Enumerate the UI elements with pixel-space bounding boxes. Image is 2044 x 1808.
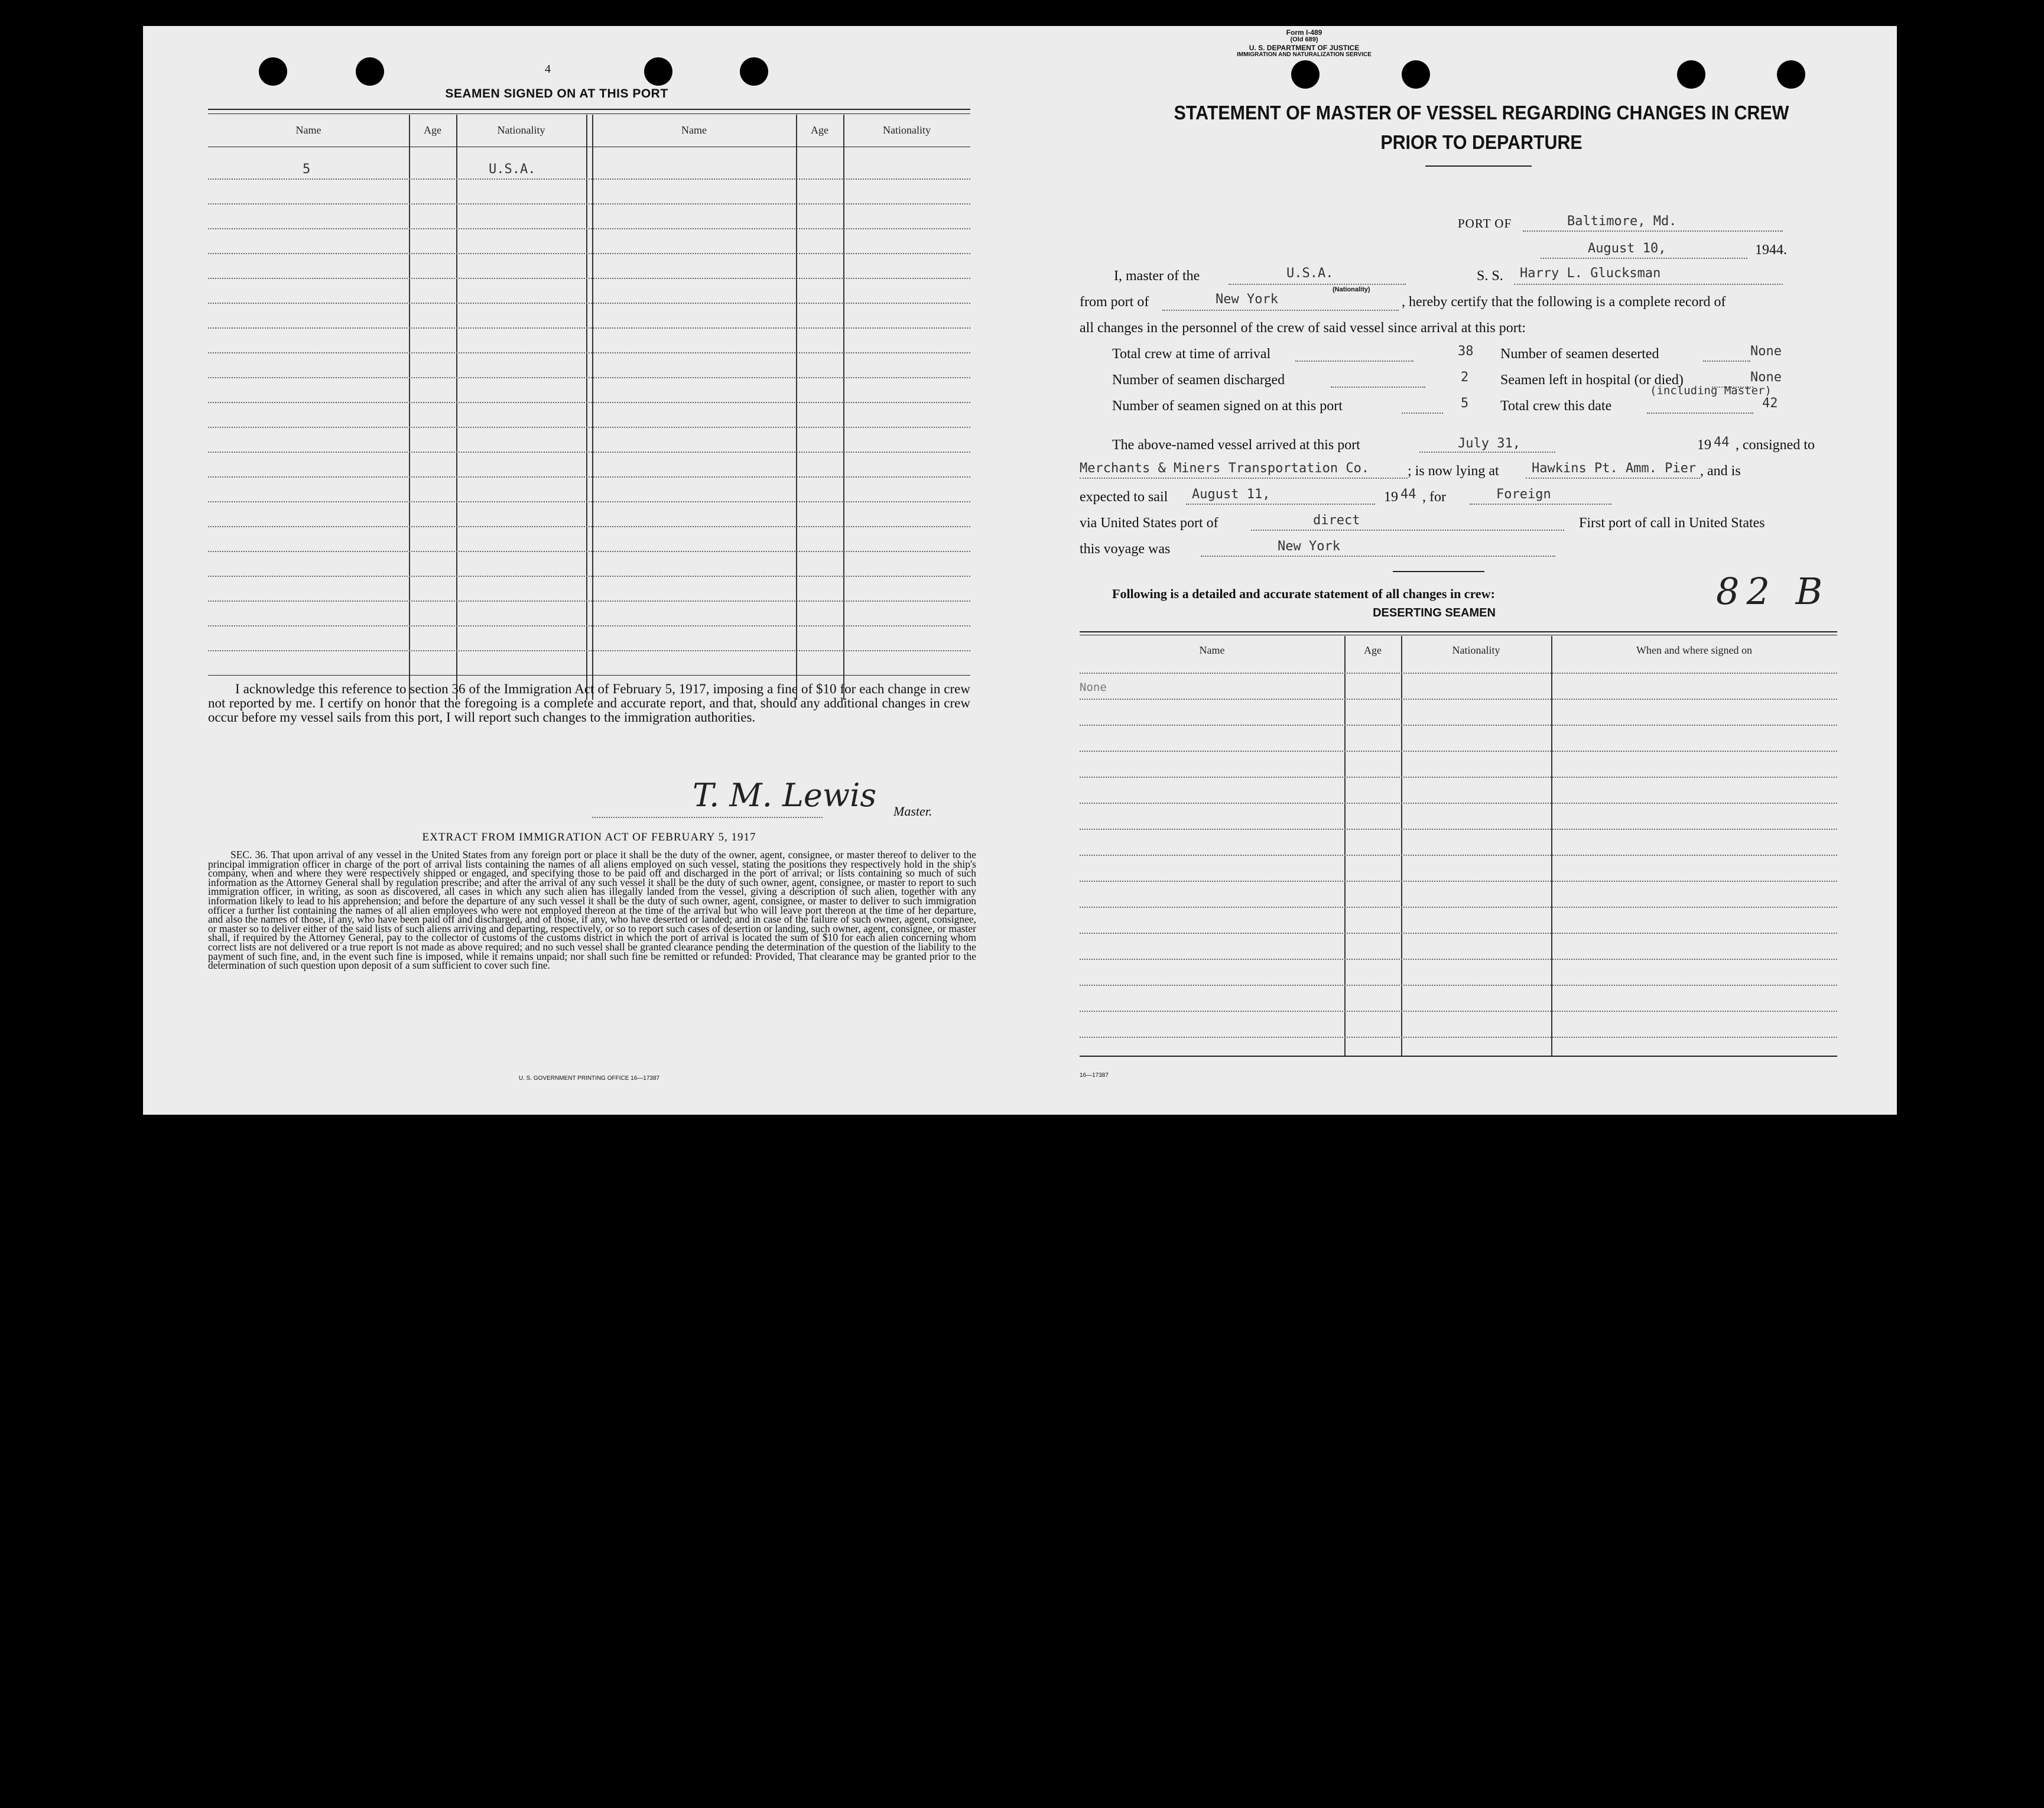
left-page	[208, 26, 1112, 1115]
voyage-dots	[1201, 556, 1555, 557]
master-label: Master.	[893, 804, 932, 819]
des-col-header-nationality: Nationality	[1452, 644, 1500, 656]
table-row-line	[1080, 1011, 1837, 1012]
date-dots	[1541, 258, 1747, 259]
table-row-line	[1080, 673, 1837, 674]
nationality-value: U.S.A.	[1286, 266, 1334, 281]
signed-on-label: Number of seamen signed on at this port	[1112, 398, 1343, 414]
table-row-line	[208, 402, 970, 403]
voyage-value: New York	[1278, 539, 1340, 554]
master-signature: T. M. Lewis	[693, 777, 877, 814]
signature-line	[592, 817, 823, 818]
handwritten-code: 82 B	[1716, 570, 1830, 613]
via-label: via United States port of	[1080, 515, 1218, 531]
table-row-line	[1080, 725, 1837, 726]
consignee-dots	[1080, 478, 1408, 479]
arrival-year: 44	[1714, 435, 1730, 450]
port-dots	[1523, 231, 1783, 232]
table-top-rule	[208, 109, 970, 110]
total-crew-arrival: 38	[1458, 344, 1474, 359]
col-header-nationality-2: Nationality	[883, 124, 931, 136]
via-value: direct	[1313, 513, 1360, 528]
col-line	[586, 115, 587, 700]
section-divider	[1393, 571, 1484, 572]
extract-paragraph	[208, 851, 976, 970]
consigned-to-text: , consigned to	[1736, 437, 1815, 453]
table-row-line	[208, 526, 970, 527]
form-title-line-2: PRIOR TO DEPARTURE	[1380, 131, 1582, 153]
following-text: Following is a detailed and accurate statement of all changes in crew:	[1112, 586, 1495, 601]
table-row-line	[1080, 959, 1837, 960]
table-row-line	[208, 203, 970, 205]
port-label: PORT OF	[1458, 216, 1512, 231]
sail-date: August 11,	[1192, 487, 1270, 502]
destination-dots	[1470, 504, 1611, 505]
from-port-dots	[1162, 310, 1399, 311]
expected-label: expected to sail	[1080, 489, 1168, 505]
extract-text: SEC. 36. That upon arrival of any vessel in the United States from any foreign port or place it shall be the duty of the owner, agent, consignee, or master thereof to deliver to the principal immigration officer in charge of the port of arrival lists containing the names of all aliens employed on such vessel, stating the positions they respectively hold in the ship's company, when and where they were respectively shipped or engaged, and specifying those to be paid off and discharged in the port of arrival; or lists containing so much of such information as the Attorney General shall by regulation prescribe; and after the arrival of any such vessel it shall be the duty of such owner, agent, consignee, or master to report to such immigration officer, in writing, as soon as discovered, all cases in which any such alien has illegally landed from the vessel, giving a description of such alien, together with any information likely to lead to his apprehension; and before the departure of any such vessel it shall be the duty of such owner, agent, consignee, or master to deliver to such immigration officer a further list containing the names of all alien employees who were not employed thereon at the time of the arrival but who will leave port thereon at the time of her departure, and also the names of those, if any, who have been paid off and discharged, and of those, if any, who have deserted or landed; and in case of the failure of such owner, agent, consignee, or master so to deliver either of the said lists of such aliens arriving and departing, respectively, or so to report such cases of desertion or landing, such owner, agent, consignee, or master shall, if required by the Attorney General, pay to the collector of customs of the customs district in which the port of arrival is located the sum of $10 for each alien concerning whom correct lists are not delivered or a true report is not made as above required; and no such vessel shall be granted clearance pending the determination of the question of the liability to the payment of such fine, and, in the event such fine is imposed, while it remains unpaid; nor shall such fine be remitted or refunded: Provided, That clearance may be granted prior to the determination of such question upon deposit of a sum sufficient to cover such fine.	[208, 849, 976, 972]
ship-name: Harry L. Glucksman	[1520, 266, 1661, 281]
des-col-header-name: Name	[1199, 644, 1225, 656]
total-today-label: Total crew this date	[1500, 398, 1612, 414]
table-top-rule-2	[208, 113, 970, 114]
col-line	[456, 115, 457, 700]
deserted-label: Number of seamen deserted	[1500, 346, 1659, 362]
sail-year-prefix: 19	[1384, 489, 1398, 505]
deserted-dots	[1703, 361, 1750, 362]
and-is-text: , and is	[1700, 463, 1741, 479]
date-value: August 10,	[1588, 241, 1666, 256]
acknowledgment-paragraph	[208, 682, 970, 725]
table-row-line	[208, 228, 970, 229]
table-row-line	[208, 476, 970, 478]
hospital-value: None	[1750, 370, 1782, 385]
signed-on-dots	[1402, 413, 1443, 414]
table-row-line	[208, 600, 970, 602]
table-row-line	[1080, 803, 1837, 804]
via-dots	[1251, 530, 1564, 531]
from-port-value: New York	[1216, 292, 1278, 307]
service-name: IMMIGRATION AND NATURALIZATION SERVICE	[1237, 51, 1372, 58]
acknowledgment-text: I acknowledge this reference to section 36 of the Immigration Act of February 5, 1917, imposing a fine of $10 for each change in crew not reported by me. I certify on honor that the foregoing is a complete and accurate report, and that, should any additional changes in crew occur before my vessel sails from this port, I will report such changes to the immigration authorities.	[208, 681, 970, 725]
arrival-date: July 31,	[1458, 436, 1520, 451]
col-header-name-2: Name	[681, 124, 707, 136]
col-header-age-1: Age	[424, 124, 441, 136]
table-row-line	[1080, 881, 1837, 882]
seamen-signed-on-title: SEAMEN SIGNED ON AT THIS PORT	[445, 87, 668, 100]
row-1-name: 5	[303, 162, 311, 177]
department-name: U. S. DEPARTMENT OF JUSTICE	[1249, 44, 1360, 52]
page-number: 4	[545, 63, 551, 76]
col-line	[843, 115, 844, 700]
col-header-nationality-1: Nationality	[497, 124, 545, 136]
row-1-nationality: U.S.A.	[489, 162, 536, 177]
deserting-table-bottom	[1080, 1056, 1837, 1057]
deserting-first-entry: None	[1080, 681, 1107, 694]
table-row-line	[208, 501, 970, 502]
col-line	[796, 115, 797, 700]
table-row-line	[208, 278, 970, 279]
table-row-line	[208, 377, 970, 378]
sail-date-dots	[1186, 504, 1375, 505]
ss-label: S. S.	[1477, 268, 1503, 284]
pier-dots	[1526, 478, 1700, 479]
form-old-number: (Old 689)	[1290, 36, 1318, 43]
col-header-name-1: Name	[295, 124, 321, 136]
table-row-line	[1080, 855, 1837, 856]
table-row-line	[208, 253, 970, 254]
extract-title: EXTRACT FROM IMMIGRATION ACT OF FEBRUARY 5, 1917	[422, 831, 756, 843]
form-title-line-1: STATEMENT OF MASTER OF VESSEL REGARDING CHANGES IN CREW	[1174, 102, 1789, 124]
right-page	[1080, 26, 1883, 1115]
destination: Foreign	[1496, 487, 1551, 502]
table-row-line	[1080, 751, 1837, 752]
table-row-line	[208, 427, 970, 428]
des-col-header-signed-on: When and where signed on	[1636, 644, 1752, 656]
lying-at-text: ; is now lying at	[1408, 463, 1499, 479]
port-value: Baltimore, Md.	[1567, 214, 1677, 229]
certify-text-2: all changes in the personnel of the crew of said vessel since arrival at this port:	[1080, 320, 1526, 336]
from-port-label: from port of	[1080, 294, 1149, 310]
table-row-line	[1080, 699, 1837, 700]
total-today-value: 42	[1762, 396, 1778, 411]
consignee: Merchants & Miners Transportation Co.	[1080, 461, 1370, 476]
form-number: Form I-489	[1286, 28, 1322, 37]
des-col-header-age: Age	[1364, 644, 1382, 656]
arrival-year-prefix: 19	[1697, 437, 1711, 453]
table-row-line	[208, 327, 970, 329]
table-row-line	[1080, 907, 1837, 908]
certify-text: , hereby certify that the following is a complete record of	[1402, 294, 1726, 310]
hospital-label: Seamen left in hospital (or died)	[1500, 372, 1684, 388]
form-footer-number: 16—17387	[1080, 1072, 1109, 1079]
voyage-label: this voyage was	[1080, 541, 1171, 557]
master-of-the-label: I, master of the	[1114, 268, 1200, 284]
form-title	[1112, 98, 1851, 157]
deserting-table-top	[1080, 631, 1837, 632]
arrival-text: The above-named vessel arrived at this port	[1112, 437, 1360, 453]
total-today-note: (including Master)	[1650, 384, 1772, 397]
arrival-dots	[1419, 452, 1555, 453]
nationality-caption: (Nationality)	[1333, 286, 1370, 293]
table-row-line	[1080, 933, 1837, 934]
discharged-label: Number of seamen discharged	[1112, 372, 1285, 388]
title-underline	[1425, 165, 1532, 167]
table-row-line	[1080, 1037, 1837, 1038]
signed-on-value: 5	[1461, 396, 1469, 411]
col-header-age-2: Age	[811, 124, 828, 136]
discharged-value: 2	[1461, 370, 1469, 385]
table-row-line	[1080, 777, 1837, 778]
table-row-line	[208, 303, 970, 304]
printing-office-imprint: U. S. GOVERNMENT PRINTING OFFICE 16—17387	[518, 1075, 660, 1082]
table-row-line	[1080, 829, 1837, 830]
table-row-line	[208, 352, 970, 353]
table-row-line	[208, 452, 970, 453]
deserting-seamen-title: DESERTING SEAMEN	[1373, 606, 1496, 619]
table-row-line	[208, 551, 970, 552]
for-label: , for	[1422, 489, 1446, 505]
nationality-dots	[1229, 284, 1406, 285]
col-line	[409, 115, 410, 700]
total-crew-arrival-label: Total crew at time of arrival	[1112, 346, 1271, 362]
date-year: 1944.	[1755, 242, 1787, 258]
table-bottom-rule	[208, 675, 970, 676]
table-row-line	[208, 576, 970, 577]
table-row-line	[1080, 985, 1837, 986]
first-port-label: First port of call in United States	[1579, 515, 1765, 531]
deserted-value: None	[1750, 344, 1782, 359]
scanned-sheet	[143, 26, 1897, 1115]
total-today-dots	[1647, 413, 1753, 414]
table-row-line	[208, 650, 970, 651]
pier-value: Hawkins Pt. Amm. Pier	[1532, 461, 1697, 476]
table-row-line	[208, 178, 970, 180]
discharged-dots	[1331, 387, 1425, 388]
ship-dots	[1514, 284, 1783, 285]
table-row-line	[208, 625, 970, 627]
col-line	[592, 115, 593, 700]
sail-year: 44	[1400, 487, 1416, 502]
total-crew-arrival-dots	[1295, 361, 1413, 362]
